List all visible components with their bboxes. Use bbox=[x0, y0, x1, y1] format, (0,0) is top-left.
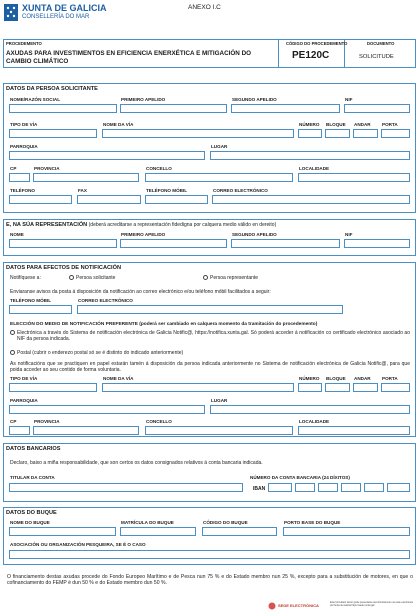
street-name-label: NOME DA VÍA bbox=[103, 122, 134, 127]
parish-label: PARROQUIA bbox=[10, 144, 38, 149]
association-field[interactable] bbox=[9, 550, 410, 559]
footer-small-print: Este formulario tamén pode presentarse electrónicamente na sede electrónica da Xunta de Galicia https://sede.xunta.gal bbox=[330, 601, 413, 608]
fax-field[interactable] bbox=[77, 195, 141, 204]
notify-to-text: Notifíquese a: bbox=[10, 275, 41, 281]
surname2-label: SEGUNDO APELIDO bbox=[232, 97, 277, 102]
notify-postcode-label: CP bbox=[10, 419, 17, 424]
rep-nif-label: NIF bbox=[345, 232, 353, 237]
bank-declaration: Declaro, baixo a miña responsabilidade, que son certos os datos consignados relativos á conta bancaria indicada. bbox=[10, 460, 263, 466]
account-holder-field[interactable] bbox=[9, 483, 243, 492]
rep-surname1-field[interactable] bbox=[120, 239, 227, 248]
postcode-label: CP bbox=[10, 166, 17, 171]
account-block-field[interactable] bbox=[364, 483, 384, 492]
notify-number-field[interactable] bbox=[298, 383, 322, 392]
surname1-field[interactable] bbox=[120, 104, 227, 113]
representative-title-bold: E, NA SÚA REPRESENTACIÓN bbox=[6, 222, 88, 228]
locality-field[interactable] bbox=[298, 173, 410, 182]
block-label: BLOQUE bbox=[326, 122, 346, 127]
account-holder-label: TITULAR DA CONTA bbox=[10, 475, 55, 480]
notify-block-field[interactable] bbox=[325, 383, 350, 392]
municipality-field[interactable] bbox=[145, 173, 293, 182]
notify-locality-field[interactable] bbox=[298, 426, 410, 435]
applicant-title: DATOS DA PERSOA SOLICITANTE bbox=[6, 86, 98, 92]
notify-street-name-label: NOME DA VÍA bbox=[103, 376, 134, 381]
municipality-label: CONCELLO bbox=[146, 166, 172, 171]
nif-field[interactable] bbox=[344, 104, 410, 113]
brand-name: XUNTA DE GALICIA bbox=[22, 3, 107, 13]
notify-representative-label: Persoa representante bbox=[210, 275, 259, 281]
vessel-registration-label: MATRÍCULA DO BUQUE bbox=[121, 520, 174, 525]
vessel-registration-field[interactable] bbox=[120, 527, 196, 536]
name-field[interactable] bbox=[9, 104, 117, 113]
notice-text: Enviaranse avisos da posta á disposición da notificación ao correo electrónico e/ou teléfono móbil facilitados a seguir: bbox=[10, 289, 271, 295]
xunta-logo bbox=[4, 4, 18, 21]
street-type-field[interactable] bbox=[9, 129, 97, 138]
procedure-title: AXUDAS PARA INVESTIMENTOS EN EFICIENCIA ENERXÉTICA E MITIGACIÓN DO CAMBIO CLIMÁTICO bbox=[6, 50, 252, 65]
brand-department: CONSELLERÍA DO MAR bbox=[22, 14, 90, 20]
funding-text: O financiamento destas axudas procede do Fondo Europeo Marítimo e de Pesca nun 75 % e do Estado membro nun 25 %, excepto para a substitución de motores, en que o cofinanciamento do FEMP é dun 50 % e do Estado membro dun 50 %. bbox=[7, 574, 413, 587]
street-type-label: TIPO DE VÍA bbox=[10, 122, 38, 127]
postal-option-text: Postal (cubrir o enderezo postal só se é distinto do indicado anteriormente) bbox=[17, 350, 184, 356]
notify-representative-radio[interactable] bbox=[203, 275, 208, 280]
rep-surname2-field[interactable] bbox=[231, 239, 340, 248]
notify-street-type-label: TIPO DE VÍA bbox=[10, 376, 38, 381]
rep-nif-field[interactable] bbox=[344, 239, 410, 248]
account-block-field[interactable] bbox=[387, 483, 410, 492]
applicant-section bbox=[3, 83, 416, 213]
floor-label: ANDAR bbox=[354, 122, 371, 127]
email-label: CORREO ELECTRÓNICO bbox=[213, 188, 268, 193]
place-label: LUGAR bbox=[211, 144, 228, 149]
name-label: NOME/RAZÓN SOCIAL bbox=[10, 97, 61, 102]
vessel-title: DATOS DO BUQUE bbox=[6, 510, 57, 516]
postcode-field[interactable] bbox=[9, 173, 30, 182]
document-type: SOLICITUDE bbox=[359, 54, 394, 60]
notify-locality-label: LOCALIDADE bbox=[299, 419, 330, 424]
electronic-office-seal bbox=[268, 602, 328, 611]
mobile-label: TELÉFONO MÓBIL bbox=[146, 188, 188, 193]
electronic-option-text: Electrónica a través do Sistema de notificación electrónica de Galicia Notific@, https://notifica.xunta.gal. Só poderá acceder á notificación co certificado electrónico asociado ao NIF da persoa indicada. bbox=[17, 330, 410, 343]
notify-floor-label: ANDAR bbox=[354, 376, 371, 381]
notify-block-label: BLOQUE bbox=[326, 376, 346, 381]
door-label: PORTA bbox=[382, 122, 398, 127]
seal-circle-icon bbox=[268, 602, 276, 610]
rep-name-field[interactable] bbox=[9, 239, 117, 248]
seal-text: SEDE ELECTRÓNICA bbox=[278, 603, 319, 608]
province-label: PROVINCIA bbox=[34, 166, 60, 171]
account-block-field[interactable] bbox=[341, 483, 361, 492]
bank-title: DATOS BANCARIOS bbox=[6, 446, 61, 452]
vessel-name-field[interactable] bbox=[9, 527, 116, 536]
notify-province-field[interactable] bbox=[33, 426, 139, 435]
phone-label: TELÉFONO bbox=[10, 188, 36, 193]
notify-municipality-field[interactable] bbox=[145, 426, 293, 435]
vessel-code-field[interactable] bbox=[202, 527, 277, 536]
notify-door-label: PORTA bbox=[382, 376, 398, 381]
fax-label: FAX bbox=[78, 188, 87, 193]
xunta-logo-icon bbox=[4, 4, 18, 21]
vessel-port-field[interactable] bbox=[283, 527, 410, 536]
account-block-field[interactable] bbox=[318, 483, 338, 492]
surname2-field[interactable] bbox=[231, 104, 340, 113]
nif-label: NIF bbox=[345, 97, 353, 102]
province-field[interactable] bbox=[33, 173, 139, 182]
notify-postcode-field[interactable] bbox=[9, 426, 30, 435]
notify-email-label: CORREO ELECTRÓNICO bbox=[78, 298, 133, 303]
annex-title: ANEXO I.C bbox=[188, 4, 221, 11]
account-number-label: NÚMERO DA CONTA BANCARIA (24 DÍXITOS) bbox=[250, 475, 350, 480]
procedure-code-label: CÓDIGO DO PROCEDEMENTO bbox=[286, 41, 348, 46]
vessel-port-label: PORTO BASE DO BUQUE bbox=[284, 520, 341, 525]
notify-mobile-field[interactable] bbox=[9, 305, 72, 314]
rep-surname1-label: PRIMEIRO APELIDO bbox=[121, 232, 166, 237]
procedure-code: PE120C bbox=[292, 50, 330, 61]
notify-floor-field[interactable] bbox=[353, 383, 378, 392]
notify-mobile-label: TELÉFONO MÓBIL bbox=[10, 298, 52, 303]
electronic-radio[interactable] bbox=[10, 330, 15, 335]
medium-title: ELECCIÓN DO MEDIO DE NOTIFICACIÓN PREFERENTE (poderá ser cambiado en calquera momento da tramitación do procedemento) bbox=[10, 322, 318, 327]
vessel-name-label: NOME DO BUQUE bbox=[10, 520, 50, 525]
rep-surname2-label: SEGUNDO APELIDO bbox=[232, 232, 277, 237]
representative-title bbox=[6, 223, 276, 229]
notify-street-type-field[interactable] bbox=[9, 383, 97, 392]
number-field[interactable] bbox=[298, 129, 322, 138]
notify-place-label: LUGAR bbox=[211, 398, 228, 403]
notify-province-label: PROVINCIA bbox=[34, 419, 60, 424]
postal-note-text: As notificacións que se practiquen en papel estarán tamén á disposición da persoa indicada anteriormente no Sistema de notificación electrónica de Galicia Notific@, para que poida acceder ao seu contido de forma voluntaria. bbox=[10, 361, 410, 374]
procedure-divider bbox=[278, 39, 279, 68]
surname1-label: PRIMEIRO APELIDO bbox=[121, 97, 166, 102]
notify-place-field[interactable] bbox=[210, 405, 410, 414]
postal-radio[interactable] bbox=[10, 350, 15, 355]
vessel-code-label: CÓDIGO DO BUQUE bbox=[203, 520, 248, 525]
iban-label: IBAN bbox=[253, 486, 266, 492]
account-block-field[interactable] bbox=[295, 483, 315, 492]
representative-title-note: (deberá acreditarse a representación fidedigna por calquera medio válido en dereito) bbox=[87, 222, 277, 228]
number-label: NÚMERO bbox=[299, 122, 320, 127]
document-label: DOCUMENTO bbox=[367, 41, 395, 46]
procedure-label: PROCEDEMENTO bbox=[6, 41, 42, 46]
notify-number-label: NÚMERO bbox=[299, 376, 320, 381]
notify-applicant-radio[interactable] bbox=[69, 275, 74, 280]
notify-parish-field[interactable] bbox=[9, 405, 205, 414]
rep-name-label: NOME bbox=[10, 232, 24, 237]
notify-door-field[interactable] bbox=[381, 383, 410, 392]
association-label: ASOCIACIÓN OU ORGANIZACIÓN PESQUEIRA, SE É O CASO bbox=[10, 542, 146, 547]
street-name-field[interactable] bbox=[102, 129, 294, 138]
locality-label: LOCALIDADE bbox=[299, 166, 330, 171]
notify-street-name-field[interactable] bbox=[102, 383, 294, 392]
notify-email-field[interactable] bbox=[77, 305, 343, 314]
block-field[interactable] bbox=[325, 129, 350, 138]
iban-field[interactable] bbox=[268, 483, 292, 492]
parish-field[interactable] bbox=[9, 151, 205, 160]
bank-section bbox=[3, 443, 416, 502]
floor-field[interactable] bbox=[353, 129, 378, 138]
notification-title: DATOS PARA EFECTOS DE NOTIFICACIÓN bbox=[6, 265, 121, 271]
notify-applicant-label: Persoa solicitante bbox=[76, 275, 116, 281]
phone-field[interactable] bbox=[9, 195, 72, 204]
email-field[interactable] bbox=[212, 195, 410, 204]
notify-municipality-label: CONCELLO bbox=[146, 419, 172, 424]
notify-parish-label: PARROQUIA bbox=[10, 398, 38, 403]
door-field[interactable] bbox=[381, 129, 410, 138]
mobile-field[interactable] bbox=[145, 195, 208, 204]
place-field[interactable] bbox=[210, 151, 410, 160]
